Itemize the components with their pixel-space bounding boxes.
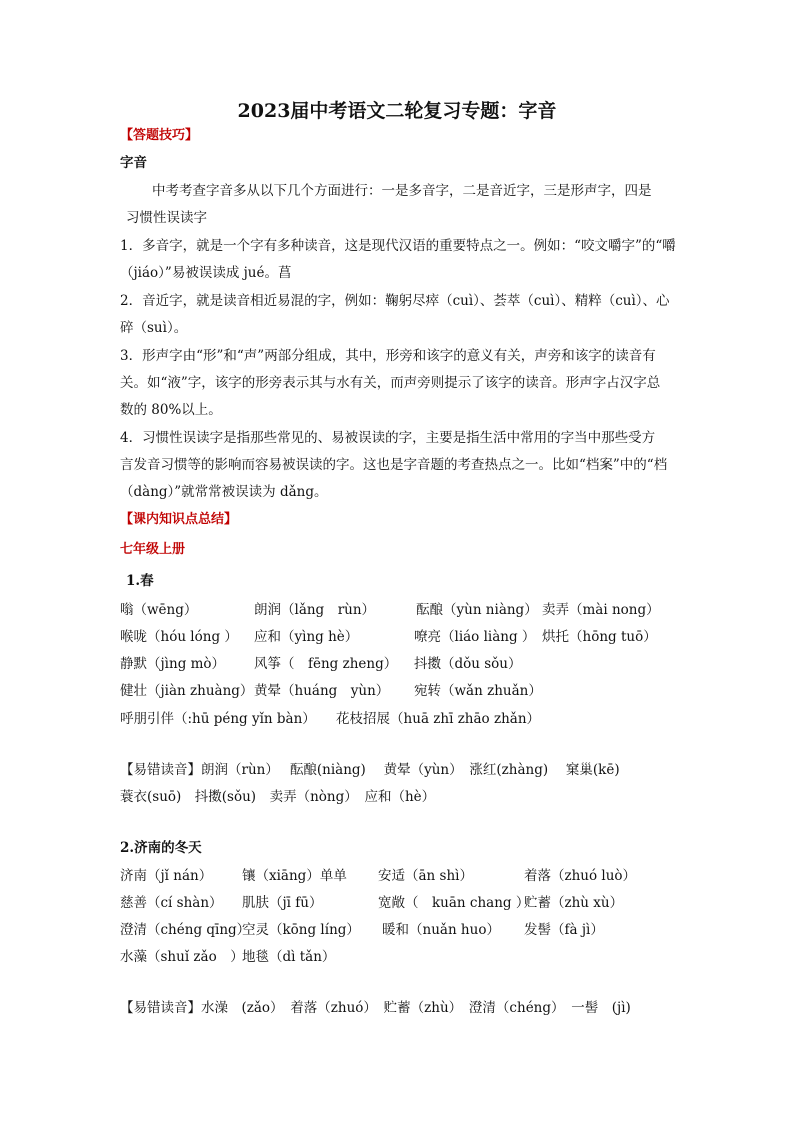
grade-heading: 七年级上册	[120, 542, 186, 557]
word-item: 发髻（fà jì）	[524, 922, 604, 938]
section-2-row	[120, 864, 680, 884]
point-3-line-1: 3．形声字由“形”和“声”两部分组成，其中，形旁和该字的意义有关，声旁和该字的读音有	[120, 348, 656, 364]
section-1-last-row: 呼朋引伴（:hū péng yǐn bàn） 花枝招展（huā zhī zhāo zhǎn）	[120, 711, 541, 727]
section-heading-zi-yin: 字音	[120, 155, 147, 171]
point-3-line-2: 关。如“液”字，该字的形旁表示其与水有关，而声旁则提示了该字的读音。形声字占汉字总	[120, 375, 661, 391]
point-3-line-3: 数的 80%以上。	[120, 402, 222, 418]
word-item: 烘托（hōng tuō）	[542, 629, 657, 645]
page-title: 2023届中考语文二轮复习专题：字音	[237, 100, 557, 122]
intro-line-1: 中考考查字音多从以下几个方面进行：一是多音字，二是音近字，三是形声字，四是	[152, 183, 652, 199]
word-item: 慈善（cí shàn）	[120, 895, 223, 911]
word-item: 抖擞（dǒu sǒu）	[414, 656, 522, 672]
point-2-line-1: 2．音近字，就是读音相近易混的字，例如：鞠躬尽瘁（cuì）、荟萃（cuì）、精粹（cuì）、心	[120, 293, 670, 309]
point-4-line-1: 4．习惯性误读字是指那些常见的、易被误读的字，主要是指生活中常用的字当中那些受方	[120, 430, 656, 446]
intro-line-2: 习惯性误读字	[126, 210, 207, 226]
section-2-row	[120, 945, 680, 965]
point-4-line-2: 言发音习惯等的影响而容易被误读的字。这也是字音题的考查热点之一。比如“档案”中的“档	[120, 457, 668, 473]
word-item: 肌肤（jī fū）	[242, 895, 323, 911]
section-1-row	[120, 598, 680, 618]
point-2-line-2: 碎（suì）。	[120, 320, 188, 336]
word-item: 嘹亮（liáo liàng ）	[414, 629, 536, 645]
point-4-line-3: （dàng）”就常常被误读为 dǎng。	[120, 484, 328, 500]
knowledge-heading: 【课内知识点总结】	[120, 512, 238, 527]
word-item: 地毯（dì tǎn）	[242, 949, 336, 965]
section-1-title: 1.春	[126, 573, 154, 589]
word-item: 水藻（shuǐ zǎo ）	[120, 949, 244, 965]
tips-heading: 【答题技巧】	[120, 128, 199, 143]
section-1-row	[120, 625, 680, 645]
section-1-error-line-1: 【易错读音】朗润（rùn） 酝酿(niàng) 黄晕（yùn） 涨红(zhàng) 窠巢(kē)	[120, 762, 620, 778]
section-2-error-line: 【易错读音】水澡 (zǎo） 着落（zhuó） 贮蓄（zhù） 澄清（chéng） 一髻 (jì)	[120, 1000, 631, 1016]
section-2-row	[120, 891, 680, 911]
word-item: 宽敞（ kuān chang ）	[378, 895, 530, 911]
word-item: 嗡（wēng）	[120, 602, 198, 618]
word-item: 健壮（jiàn zhuàng）	[120, 683, 254, 699]
section-2-title: 2.济南的冬天	[120, 840, 202, 856]
word-item: 安适（ān shì）	[378, 868, 473, 884]
word-item: 酝酿（yùn niàng）	[416, 602, 538, 618]
word-item: 澄清（chéng qīng）	[120, 922, 251, 938]
word-item: 宛转（wǎn zhuǎn）	[414, 683, 542, 699]
word-item: 空灵（kōng líng）	[242, 922, 360, 938]
point-1-line-1: 1．多音字，就是一个字有多种读音，这是现代汉语的重要特点之一。例如：“咬文嚼字”的“嚼	[120, 238, 676, 254]
word-item: 暖和（nuǎn huo）	[382, 922, 500, 938]
section-1-row	[120, 679, 680, 699]
word-item: 喉咙（hóu lóng ）	[120, 629, 238, 645]
word-item: 卖弄（mài nong）	[542, 602, 660, 618]
word-item: 风筝（ fēng zheng）	[254, 656, 398, 672]
section-1-error-line-2: 蓑衣(suō) 抖擞(sǒu) 卖弄（nòng） 应和（hè）	[120, 789, 436, 805]
word-item: 静默（jìng mò）	[120, 656, 226, 672]
word-item: 镶（xiāng）单单	[242, 868, 347, 884]
word-item: 贮蓄（zhù xù）	[524, 895, 624, 911]
word-item: 黄晕（huáng yùn）	[254, 683, 390, 699]
word-item: 朗润（lǎng rùn）	[254, 602, 376, 618]
word-item: 应和（yìng hè）	[254, 629, 359, 645]
word-item: 着落（zhuó luò）	[524, 868, 637, 884]
section-1-row	[120, 652, 680, 672]
word-item: 济南（jǐ nán）	[120, 868, 213, 884]
section-2-row	[120, 918, 680, 938]
point-1-line-2: （jiáo）”易被误读成 jué。菖	[120, 265, 292, 281]
